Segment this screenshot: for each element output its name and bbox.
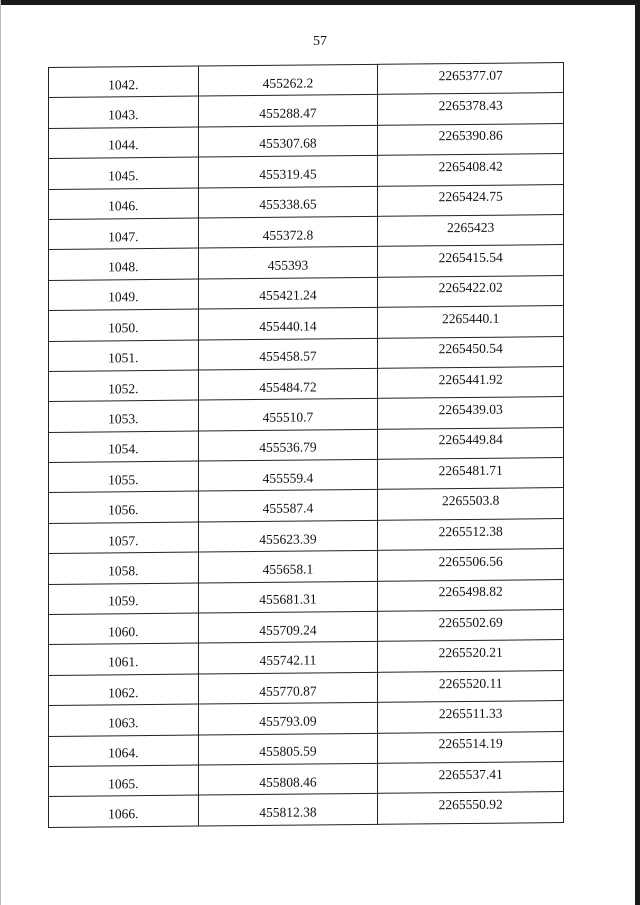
y-coordinate-cell: [378, 93, 564, 125]
scan-edge-right: [635, 0, 640, 905]
y-coordinate-cell: [378, 215, 564, 247]
point-number-text: 1050.: [108, 319, 139, 336]
point-number-text: 1057.: [108, 532, 139, 548]
x-coordinate-cell: [198, 733, 378, 765]
point-number-cell: [49, 279, 199, 311]
x-coordinate-text: 455319.45: [259, 166, 317, 182]
x-coordinate-cell: [198, 95, 378, 127]
x-coordinate-text: 455559.4: [262, 470, 314, 486]
y-coordinate-cell: [378, 610, 564, 642]
point-number-cell: [49, 157, 199, 189]
y-coordinate-cell: [378, 397, 564, 429]
x-coordinate-cell: [198, 763, 378, 795]
point-number-cell: [49, 248, 199, 280]
y-coordinate-text: 2265408.42: [438, 158, 503, 175]
x-coordinate-text: 455536.79: [259, 439, 317, 456]
table-row: [49, 366, 564, 401]
x-coordinate-text: 455338.65: [259, 196, 317, 213]
y-coordinate-text: 2265520.11: [438, 675, 503, 691]
table-row: [49, 93, 564, 128]
y-coordinate-cell: [378, 670, 564, 702]
table-row: [49, 670, 564, 705]
point-number-text: 1062.: [108, 684, 139, 700]
point-number-cell: [49, 795, 199, 827]
x-coordinate-cell: [198, 338, 378, 370]
y-coordinate-text: 2265512.38: [438, 523, 503, 539]
y-coordinate-text: 2265449.84: [438, 432, 503, 448]
x-coordinate-text: 455709.24: [259, 622, 317, 638]
table-row: [49, 215, 564, 250]
x-coordinate-text: 455587.4: [262, 500, 314, 517]
y-coordinate-text: 2265390.86: [438, 128, 503, 144]
point-number-cell: [49, 583, 199, 615]
y-coordinate-text: 2265506.56: [438, 553, 503, 570]
point-number-text: 1065.: [108, 775, 139, 792]
point-number-cell: [49, 613, 199, 645]
table-row: [49, 123, 564, 158]
point-number-cell: [49, 96, 199, 128]
y-coordinate-text: 2265481.71: [438, 462, 503, 479]
y-coordinate-text: 2265378.43: [438, 97, 503, 114]
x-coordinate-cell: [198, 794, 378, 826]
scan-edge-left: [0, 0, 1, 905]
point-number-cell: [49, 552, 199, 584]
x-coordinate-cell: [198, 247, 378, 279]
table-row: [49, 275, 564, 310]
point-number-cell: [49, 309, 199, 341]
page-number: 57: [313, 34, 327, 49]
y-coordinate-text: 2265440.1: [441, 310, 500, 327]
x-coordinate-cell: [198, 490, 378, 522]
scan-edge-top: [0, 0, 640, 5]
y-coordinate-text: 2265520.21: [438, 644, 503, 661]
y-coordinate-cell: [378, 762, 564, 794]
point-number-text: 1058.: [108, 563, 139, 579]
point-number-text: 1061.: [108, 654, 139, 670]
x-coordinate-text: 455484.72: [259, 379, 317, 395]
point-number-text: 1052.: [108, 380, 139, 397]
x-coordinate-text: 455372.8: [262, 227, 314, 243]
x-coordinate-cell: [198, 399, 378, 431]
x-coordinate-text: 455458.57: [259, 348, 317, 365]
coordinates-table: [48, 62, 564, 828]
table-row: [49, 762, 564, 797]
x-coordinate-cell: [198, 551, 378, 583]
x-coordinate-cell: [198, 520, 378, 552]
x-coordinate-text: 455288.47: [259, 105, 317, 122]
table-row: [49, 701, 564, 736]
y-coordinate-cell: [378, 579, 564, 611]
y-coordinate-cell: [378, 731, 564, 763]
y-coordinate-cell: [378, 701, 564, 733]
y-coordinate-text: 2265511.33: [438, 705, 503, 722]
y-coordinate-cell: [378, 123, 564, 155]
y-coordinate-text: 2265537.41: [438, 766, 503, 782]
point-number-text: 1056.: [108, 502, 139, 518]
coordinates-table-body: [49, 63, 564, 828]
point-number-text: 1043.: [108, 107, 139, 123]
y-coordinate-cell: [378, 275, 564, 307]
table-row: [49, 427, 564, 462]
point-number-text: 1048.: [108, 259, 139, 275]
y-coordinate-cell: [378, 549, 564, 581]
point-number-text: 1046.: [108, 198, 139, 214]
point-number-text: 1042.: [108, 76, 139, 93]
point-number-cell: [49, 340, 199, 372]
x-coordinate-text: 455793.09: [259, 713, 317, 729]
x-coordinate-text: 455440.14: [259, 318, 317, 334]
table-row: [49, 336, 564, 371]
y-coordinate-text: 2265424.75: [438, 188, 503, 205]
y-coordinate-cell: [378, 306, 564, 338]
point-number-text: 1053.: [108, 411, 139, 427]
table-row: [49, 792, 564, 827]
point-number-text: 1064.: [108, 745, 139, 761]
point-number-cell: [49, 704, 199, 736]
x-coordinate-cell: [198, 672, 378, 704]
point-number-cell: [49, 461, 199, 493]
x-coordinate-text: 455812.38: [259, 804, 317, 821]
y-coordinate-text: 2265450.54: [438, 340, 503, 357]
point-number-cell: [49, 370, 199, 402]
point-number-text: 1055.: [108, 471, 139, 488]
x-coordinate-cell: [198, 368, 378, 400]
x-coordinate-text: 455658.1: [262, 561, 314, 577]
point-number-cell: [49, 400, 199, 432]
y-coordinate-text: 2265550.92: [438, 796, 503, 813]
x-coordinate-cell: [198, 64, 378, 96]
y-coordinate-cell: [378, 366, 564, 398]
point-number-cell: [49, 492, 199, 524]
point-number-cell: [49, 66, 199, 98]
table-row: [49, 458, 564, 493]
point-number-text: 1047.: [108, 228, 139, 245]
point-number-cell: [49, 643, 199, 675]
x-coordinate-cell: [198, 307, 378, 339]
y-coordinate-text: 2265502.69: [438, 614, 503, 630]
x-coordinate-text: 455770.87: [259, 682, 317, 699]
y-coordinate-cell: [378, 63, 564, 95]
table-row: [49, 640, 564, 675]
x-coordinate-cell: [198, 216, 378, 248]
x-coordinate-text: 455510.7: [262, 409, 314, 425]
point-number-cell: [49, 765, 199, 797]
x-coordinate-text: 455393: [267, 257, 309, 273]
x-coordinate-cell: [198, 642, 378, 674]
x-coordinate-text: 455805.59: [259, 743, 317, 760]
y-coordinate-text: 2265415.54: [438, 249, 503, 266]
table-row: [49, 154, 564, 189]
point-number-cell: [49, 522, 199, 554]
table-row: [49, 518, 564, 553]
point-number-text: 1051.: [108, 350, 139, 366]
y-coordinate-cell: [378, 518, 564, 550]
point-number-cell: [49, 127, 199, 159]
x-coordinate-cell: [198, 277, 378, 309]
table-row: [49, 579, 564, 614]
x-coordinate-cell: [198, 186, 378, 218]
x-coordinate-text: 455623.39: [259, 530, 317, 547]
table-row: [49, 63, 564, 98]
x-coordinate-cell: [198, 703, 378, 735]
x-coordinate-text: 455742.11: [259, 652, 317, 669]
table-row: [49, 245, 564, 280]
x-coordinate-cell: [198, 581, 378, 613]
y-coordinate-cell: [378, 458, 564, 490]
table-row: [49, 610, 564, 645]
table-row: [49, 731, 564, 766]
point-number-cell: [49, 431, 199, 463]
table-row: [49, 397, 564, 432]
y-coordinate-cell: [378, 336, 564, 368]
y-coordinate-cell: [378, 792, 564, 824]
x-coordinate-text: 455421.24: [259, 287, 317, 304]
point-number-text: 1059.: [108, 593, 139, 609]
point-number-text: 1060.: [108, 623, 139, 640]
point-number-cell: [49, 218, 199, 250]
x-coordinate-cell: [198, 459, 378, 491]
x-coordinate-cell: [198, 156, 378, 188]
y-coordinate-text: 2265498.82: [438, 583, 503, 600]
y-coordinate-cell: [378, 154, 564, 186]
x-coordinate-cell: [198, 611, 378, 643]
y-coordinate-text: 2265514.19: [438, 735, 503, 752]
point-number-text: 1049.: [108, 289, 139, 305]
table-row: [49, 549, 564, 584]
table-row: [49, 488, 564, 523]
y-coordinate-text: 2265439.03: [438, 401, 503, 418]
point-number-cell: [49, 188, 199, 220]
point-number-cell: [49, 674, 199, 706]
point-number-text: 1063.: [108, 715, 139, 731]
y-coordinate-text: 2265441.92: [438, 371, 503, 387]
point-number-text: 1044.: [108, 137, 139, 153]
y-coordinate-text: 2265503.8: [441, 492, 500, 509]
y-coordinate-cell: [378, 640, 564, 672]
x-coordinate-text: 455307.68: [259, 135, 317, 152]
y-coordinate-text: 2265422.02: [438, 280, 503, 296]
x-coordinate-cell: [198, 125, 378, 157]
y-coordinate-cell: [378, 184, 564, 216]
x-coordinate-text: 455262.2: [262, 75, 314, 91]
point-number-cell: [49, 735, 199, 767]
x-coordinate-cell: [198, 429, 378, 461]
y-coordinate-text: 2265377.07: [438, 67, 503, 83]
y-coordinate-text: 2265423: [447, 219, 495, 235]
x-coordinate-text: 455808.46: [259, 774, 317, 790]
x-coordinate-text: 455681.31: [259, 591, 317, 608]
y-coordinate-cell: [378, 245, 564, 277]
y-coordinate-cell: [378, 488, 564, 520]
y-coordinate-cell: [378, 427, 564, 459]
table-row: [49, 306, 564, 341]
point-number-text: 1045.: [108, 167, 139, 184]
point-number-text: 1066.: [108, 806, 139, 822]
table-row: [49, 184, 564, 219]
point-number-text: 1054.: [108, 441, 139, 457]
